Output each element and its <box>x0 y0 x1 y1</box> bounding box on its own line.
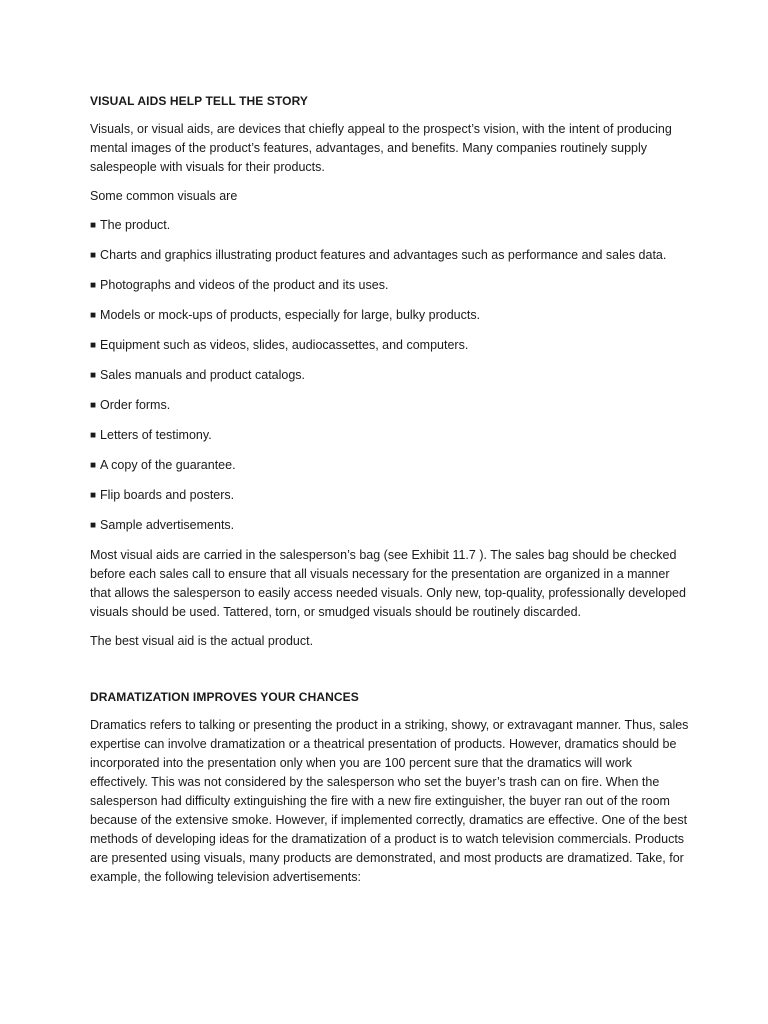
intro-paragraph: Visuals, or visual aids, are devices that chiefly appeal to the prospect’s vision, with the intent of producing mental images of the product’s features, advantages, and benefits. Many companies routinely supply salespeople with visuals for their products. <box>90 122 672 174</box>
list-item: ■ Photographs and videos of the product and its uses. <box>90 278 389 292</box>
list-item: ■ The product. <box>90 218 171 232</box>
list-item: ■ Equipment such as videos, slides, audiocassettes, and computers. <box>90 338 469 352</box>
bullet-icon: ■ <box>90 370 97 381</box>
list-item: ■ Letters of testimony. <box>90 428 212 442</box>
sales-bag-paragraph: Most visual aids are carried in the salesperson’s bag (see Exhibit 11.7 ). The sales bag should be checked before each sales call to ensure that all visuals necessary for the presentation are organized in a manner that allows the salesperson to easily access needed visuals. Only new, top-quality, professionally developed visuals should be used. Tattered, torn, or smudged visuals should be routinely discarded. <box>90 548 686 619</box>
bullet-icon: ■ <box>90 520 97 531</box>
bullet-icon: ■ <box>90 460 97 471</box>
visuals-list <box>90 216 690 536</box>
bullet-icon: ■ <box>90 280 97 291</box>
bullet-icon: ■ <box>90 430 97 441</box>
bullet-icon: ■ <box>90 310 97 321</box>
section-spacer <box>90 661 690 688</box>
section-heading-visual-aids: VISUAL AIDS HELP TELL THE STORY <box>90 94 309 108</box>
bullet-icon: ■ <box>90 220 97 231</box>
list-item: ■ Flip boards and posters. <box>90 488 235 502</box>
document-page <box>90 92 690 897</box>
list-intro: Some common visuals are <box>90 189 238 203</box>
bullet-icon: ■ <box>90 400 97 411</box>
list-item: ■ Charts and graphics illustrating product features and advantages such as performance and sales data. <box>90 248 667 262</box>
bullet-icon: ■ <box>90 340 97 351</box>
list-item: ■ Order forms. <box>90 398 171 412</box>
list-item: ■ Sample advertisements. <box>90 518 235 532</box>
list-item: ■ Models or mock-ups of products, especially for large, bulky products. <box>90 308 481 322</box>
dramatics-paragraph: Dramatics refers to talking or presenting the product in a striking, showy, or extravagant manner. Thus, sales expertise can involve dramatization or a theatrical presentation of products. However, dramatics should be incorporated into the presentation only when you are 100 percent sure that the dramatics will work effectively. This was not considered by the salesperson who set the buyer’s trash can on fire. When the salesperson had difficulty extinguishing the fire with a new fire extinguisher, the buyer ran out of the room because of the extensive smoke. However, if implemented correctly, dramatics are effective. One of the best methods of developing ideas for the dramatization of a product is to watch television commercials. Products are presented using visuals, many products are demonstrated, and most products are dramatized. Take, for example, the following television advertisements: <box>90 718 689 884</box>
best-visual-aid-paragraph: The best visual aid is the actual product. <box>90 634 314 648</box>
bullet-icon: ■ <box>90 490 97 501</box>
list-item: ■ A copy of the guarantee. <box>90 458 236 472</box>
list-item: ■ Sales manuals and product catalogs. <box>90 368 306 382</box>
bullet-icon: ■ <box>90 250 97 261</box>
section-heading-dramatization: DRAMATIZATION IMPROVES YOUR CHANCES <box>90 690 359 704</box>
